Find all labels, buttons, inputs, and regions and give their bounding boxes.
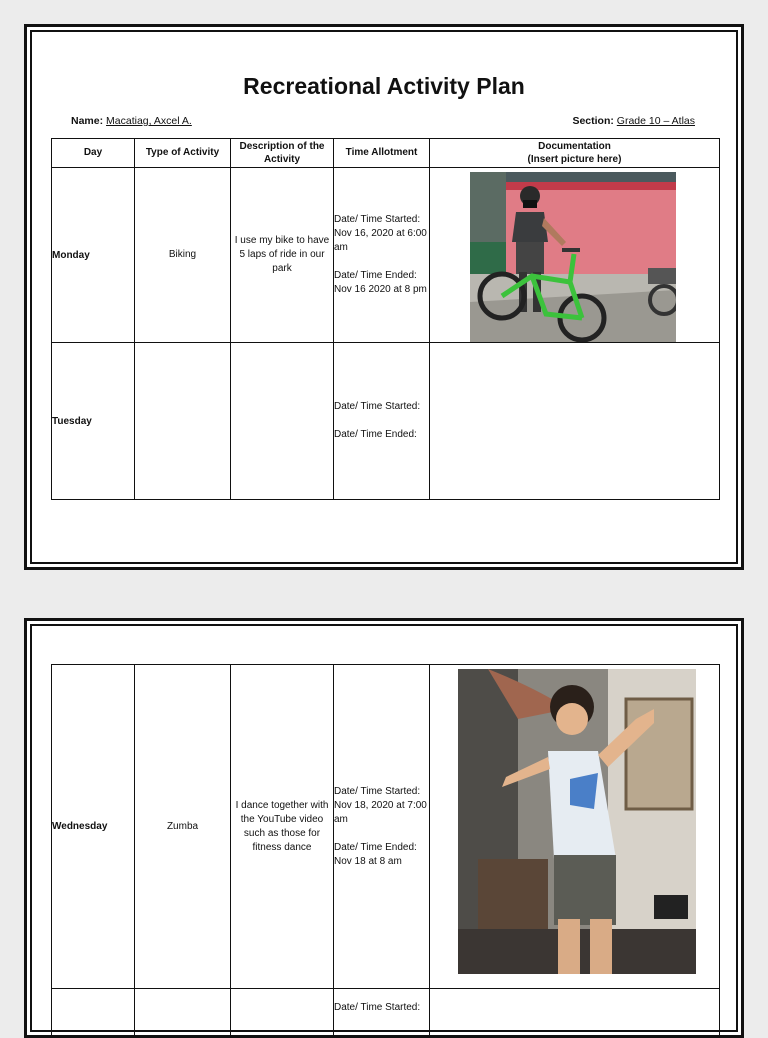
row-description xyxy=(231,343,334,500)
row-time-ended: Date/ Time Ended: Nov 18 at 8 am xyxy=(334,842,417,867)
row-time xyxy=(334,168,430,343)
header-description: Description of the Activity xyxy=(231,139,334,168)
activity-table-continued xyxy=(51,664,720,1038)
row-type xyxy=(135,343,231,500)
table-row xyxy=(52,168,720,343)
row-documentation xyxy=(430,665,720,989)
row-documentation xyxy=(430,989,720,1038)
section-label: Section: xyxy=(572,115,613,127)
row-day: Monday xyxy=(52,168,135,343)
row-time xyxy=(334,343,430,500)
table-row xyxy=(52,343,720,500)
boy-with-green-bicycle-photo xyxy=(470,172,676,342)
row-time-started: Date/ Time Started: Nov 18, 2020 at 7:00 am xyxy=(334,786,427,825)
row-type: Zumba xyxy=(135,665,231,989)
row-type xyxy=(135,989,231,1038)
row-type: Biking xyxy=(135,168,231,343)
row-time xyxy=(334,989,430,1038)
table-row xyxy=(52,989,720,1038)
document-page-1 xyxy=(24,24,744,570)
row-time-started: Date/ Time Started: xyxy=(334,1002,420,1013)
row-documentation xyxy=(430,168,720,343)
page-title: Recreational Activity Plan xyxy=(27,73,741,100)
activity-table xyxy=(51,138,720,500)
row-time xyxy=(334,665,430,989)
student-section xyxy=(572,115,695,127)
header-doc-line2: (Insert picture here) xyxy=(430,153,719,167)
name-value: Macatiag, Axcel A. xyxy=(106,115,192,127)
row-description: I dance together with the YouTube video such as those for fitness dance xyxy=(231,665,334,989)
row-time-ended: Date/ Time Ended: xyxy=(334,429,417,440)
document-page-2 xyxy=(24,618,744,1038)
row-time-started: Date/ Time Started: Nov 16, 2020 at 6:00 am xyxy=(334,214,427,253)
table-header-row xyxy=(52,139,720,168)
section-value: Grade 10 – Atlas xyxy=(617,115,695,127)
row-description: I use my bike to have 5 laps of ride in our park xyxy=(231,168,334,343)
header-day: Day xyxy=(52,139,135,168)
row-documentation xyxy=(430,343,720,500)
row-time-ended: Date/ Time Ended: Nov 16 2020 at 8 pm xyxy=(334,270,427,295)
boy-dancing-photo xyxy=(458,669,696,974)
row-day: Tuesday xyxy=(52,343,135,500)
header-doc-line1: Documentation xyxy=(430,140,719,154)
student-name xyxy=(71,115,192,127)
row-day xyxy=(52,989,135,1038)
header-documentation xyxy=(430,139,720,168)
header-time: Time Allotment xyxy=(334,139,430,168)
row-time-started: Date/ Time Started: xyxy=(334,401,420,412)
name-label: Name: xyxy=(71,115,103,127)
row-description xyxy=(231,989,334,1038)
header-type: Type of Activity xyxy=(135,139,231,168)
table-row xyxy=(52,665,720,989)
row-day: Wednesday xyxy=(52,665,135,989)
